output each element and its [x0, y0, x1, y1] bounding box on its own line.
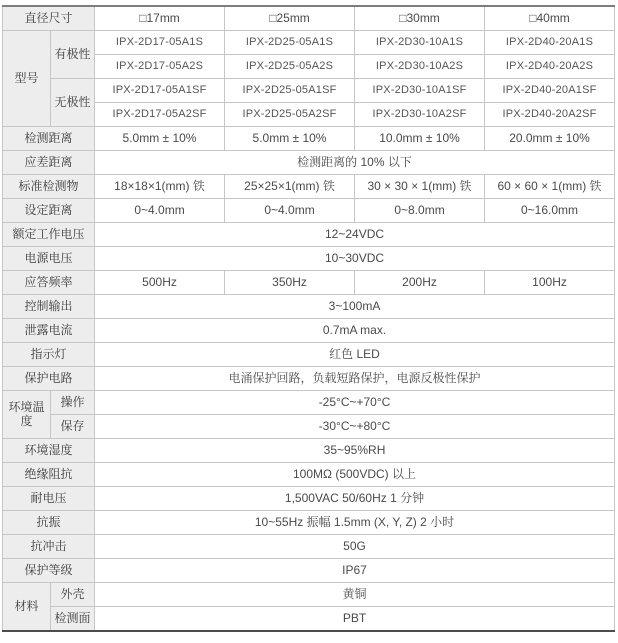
row-response-frequency [3, 271, 615, 295]
model-number: IPX-2D30-10A1SF [355, 79, 485, 103]
size-header: □40mm [485, 6, 615, 31]
row-ambient-temp-storage [3, 415, 615, 439]
spec-value: 红色 LED [95, 343, 615, 367]
row-label: 泄露电流 [3, 319, 95, 343]
spec-value: PBT [95, 607, 615, 632]
spec-value: 50G [95, 535, 615, 559]
row-dielectric-strength [3, 487, 615, 511]
model-number: IPX-2D40-20A1SF [485, 79, 615, 103]
spec-value: 电涌保护回路，负载短路保护，电源反极性保护 [95, 367, 615, 391]
row-label-case: 外壳 [51, 583, 95, 607]
row-label-diameter: 直径尺寸 [3, 6, 95, 31]
row-material-sensing-face [3, 607, 615, 632]
spec-value: -25°C~+70°C [95, 391, 615, 415]
row-label: 设定距离 [3, 199, 95, 223]
row-sensing-distance [3, 127, 615, 151]
spec-value: 100MΩ (500VDC) 以上 [95, 463, 615, 487]
spec-value: 100Hz [485, 271, 615, 295]
row-ambient-temp-operating [3, 391, 615, 415]
row-label-material: 材料 [3, 583, 51, 632]
spec-value: 1,500VAC 50/60Hz 1 分钟 [95, 487, 615, 511]
spec-value: 20.0mm ± 10% [485, 127, 615, 151]
row-control-output [3, 295, 615, 319]
spec-value: 500Hz [95, 271, 225, 295]
spec-value: 10~55Hz 振幅 1.5mm (X, Y, Z) 2 小时 [95, 511, 615, 535]
spec-value: IP67 [95, 559, 615, 583]
model-number: IPX-2D30-10A2SF [355, 103, 485, 127]
row-material-case [3, 583, 615, 607]
spec-value: 350Hz [225, 271, 355, 295]
size-header: □17mm [95, 6, 225, 31]
spec-value: 10~30VDC [95, 247, 615, 271]
model-number: IPX-2D17-05A1S [95, 31, 225, 55]
model-number: IPX-2D30-10A1S [355, 31, 485, 55]
row-standard-object [3, 175, 615, 199]
model-number: IPX-2D40-20A2SF [485, 103, 615, 127]
spec-value: 35~95%RH [95, 439, 615, 463]
row-model-polar-2 [3, 55, 615, 79]
spec-value: 0~8.0mm [355, 199, 485, 223]
model-number: IPX-2D25-05A1S [225, 31, 355, 55]
row-label: 应差距离 [3, 151, 95, 175]
row-label: 应答频率 [3, 271, 95, 295]
spec-value: 10.0mm ± 10% [355, 127, 485, 151]
model-number: IPX-2D17-05A1SF [95, 79, 225, 103]
row-label-model: 型号 [3, 31, 51, 127]
spec-value: 0~4.0mm [225, 199, 355, 223]
row-label-ambient-temperature: 环境温度 [3, 391, 51, 439]
model-number: IPX-2D17-05A2S [95, 55, 225, 79]
row-label: 检测距离 [3, 127, 95, 151]
row-label: 控制输出 [3, 295, 95, 319]
model-number: IPX-2D40-20A2S [485, 55, 615, 79]
row-label: 环境湿度 [3, 439, 95, 463]
spec-value: 0.7mA max. [95, 319, 615, 343]
row-insulation-resistance [3, 463, 615, 487]
model-number: IPX-2D25-05A2S [225, 55, 355, 79]
row-label: 抗冲击 [3, 535, 95, 559]
spec-value: 30 × 30 × 1(mm) 铁 [355, 175, 485, 199]
row-hysteresis [3, 151, 615, 175]
row-label: 标准检测物 [3, 175, 95, 199]
row-leakage-current [3, 319, 615, 343]
model-number: IPX-2D40-20A1S [485, 31, 615, 55]
row-model-nonpolar-2 [3, 103, 615, 127]
spec-value: 检测距离的 10% 以下 [95, 151, 615, 175]
spec-value: 200Hz [355, 271, 485, 295]
row-label-polar: 有极性 [51, 31, 95, 79]
spec-value: 5.0mm ± 10% [225, 127, 355, 151]
row-label: 耐电压 [3, 487, 95, 511]
size-header: □25mm [225, 6, 355, 31]
spec-value: 3~100mA [95, 295, 615, 319]
row-label-operating: 操作 [51, 391, 95, 415]
model-number: IPX-2D25-05A2SF [225, 103, 355, 127]
spec-value: 0~4.0mm [95, 199, 225, 223]
row-label: 保护电路 [3, 367, 95, 391]
row-vibration [3, 511, 615, 535]
size-header: □30mm [355, 6, 485, 31]
spec-value: 黄铜 [95, 583, 615, 607]
row-setting-distance [3, 199, 615, 223]
spec-value: 12~24VDC [95, 223, 615, 247]
row-label: 绝缘阻抗 [3, 463, 95, 487]
row-protection-rating [3, 559, 615, 583]
row-label: 保护等级 [3, 559, 95, 583]
row-protection-circuit [3, 367, 615, 391]
row-label: 抗振 [3, 511, 95, 535]
spec-value: 0~16.0mm [485, 199, 615, 223]
row-rated-voltage [3, 223, 615, 247]
row-label: 额定工作电压 [3, 223, 95, 247]
row-label: 指示灯 [3, 343, 95, 367]
row-shock [3, 535, 615, 559]
model-number: IPX-2D30-10A2S [355, 55, 485, 79]
spec-value: 18×18×1(mm) 铁 [95, 175, 225, 199]
row-label-nonpolar: 无极性 [51, 79, 95, 127]
spec-table [2, 5, 615, 632]
row-diameter [3, 6, 615, 31]
spec-value: 5.0mm ± 10% [95, 127, 225, 151]
spec-value: 25×25×1(mm) 铁 [225, 175, 355, 199]
row-label-storage: 保存 [51, 415, 95, 439]
row-label-sensing-face: 检测面 [51, 607, 95, 632]
row-supply-voltage [3, 247, 615, 271]
spec-value: 60 × 60 × 1(mm) 铁 [485, 175, 615, 199]
row-label: 电源电压 [3, 247, 95, 271]
model-number: IPX-2D17-05A2SF [95, 103, 225, 127]
row-ambient-humidity [3, 439, 615, 463]
row-model-nonpolar-1 [3, 79, 615, 103]
spec-value: -30°C~+80°C [95, 415, 615, 439]
row-indicator [3, 343, 615, 367]
row-model-polar-1 [3, 31, 615, 55]
model-number: IPX-2D25-05A1SF [225, 79, 355, 103]
